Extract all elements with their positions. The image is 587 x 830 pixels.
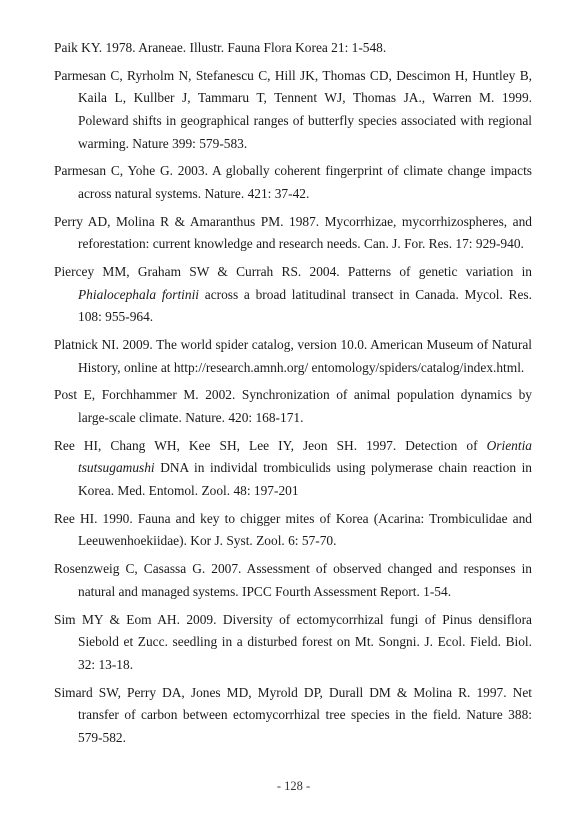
reference-entry: Parmesan C, Ryrholm N, Stefanescu C, Hill JK, Thomas CD, Descimon H, Huntley B, Kaila L, Kullber J, Tammaru T, Tennent WJ, Thomas JA., Warren M. 1999. Poleward shifts in geographical ranges of butterfly species associated with regional warming. Nature 399: 579-583. bbox=[54, 67, 532, 151]
species-name: Orientia tsutsugamushi bbox=[78, 437, 532, 476]
reference-entry: Platnick NI. 2009. The world spider catalog, version 10.0. American Museum of Natural History, online at http://research.amnh.org/ entomology/spiders/catalog/index.html. bbox=[54, 337, 532, 375]
reference-entry: Ree HI. 1990. Fauna and key to chigger mites of Korea (Acarina: Trombiculidae and Leeuwenhoekiidae). Kor J. Syst. Zool. 6: 57-70. bbox=[54, 510, 532, 549]
reference-entry: Paik KY. 1978. Araneae. Illustr. Fauna Flora Korea 21: 1-548. bbox=[54, 40, 387, 55]
reference-entry: Sim MY & Eom AH. 2009. Diversity of ectomycorrhizal fungi of Pinus densiflora Siebold et Zucc. seedling in a disturbed forest on Mt. Songni. J. Ecol. Field. Biol. 32: 13-18. bbox=[54, 611, 532, 672]
reference-entry: Post E, Forchhammer M. 2002. Synchronization of animal population dynamics by large-scale climate. Nature. 420: 168-171. bbox=[54, 387, 532, 426]
reference-entry: Rosenzweig C, Casassa G. 2007. Assessment of observed changed and responses in natural and managed systems. IPCC Fourth Assessment Report. 1-54. bbox=[54, 561, 532, 599]
reference-text: across a broad latitudinal transect in Canada. Mycol. Res. 108: 955-964. bbox=[78, 286, 532, 325]
reference-list bbox=[54, 37, 532, 754]
reference-entry bbox=[54, 261, 532, 329]
page-number: - 128 - bbox=[276, 779, 311, 793]
reference-text: Ree HI, Chang WH, Kee SH, Lee IY, Jeon SH. 1997. Detection of bbox=[54, 437, 487, 453]
reference-text: Piercey MM, Graham SW & Currah RS. 2004. Patterns of genetic variation in bbox=[54, 264, 532, 280]
reference-text: DNA in individal trombiculids using polymerase chain reaction in Korea. Med. Entomol. Zool. 48: 197-201 bbox=[78, 460, 532, 498]
reference-entry: Simard SW, Perry DA, Jones MD, Myrold DP, Durall DM & Molina R. 1997. Net transfer of carbon between ectomycorrhizal tree species in the field. Nature 388: 579-582. bbox=[54, 684, 532, 745]
reference-entry bbox=[54, 435, 532, 503]
reference-entry: Parmesan C, Yohe G. 2003. A globally coherent fingerprint of climate change impacts across natural systems. Nature. 421: 37-42. bbox=[54, 163, 532, 201]
reference-entry: Perry AD, Molina R & Amaranthus PM. 1987. Mycorrhizae, mycorrhizospheres, and reforestation: current knowledge and research needs. Can. J. For. Res. 17: 929-940. bbox=[54, 213, 532, 252]
species-name: Phialocephala fortinii bbox=[78, 286, 200, 302]
